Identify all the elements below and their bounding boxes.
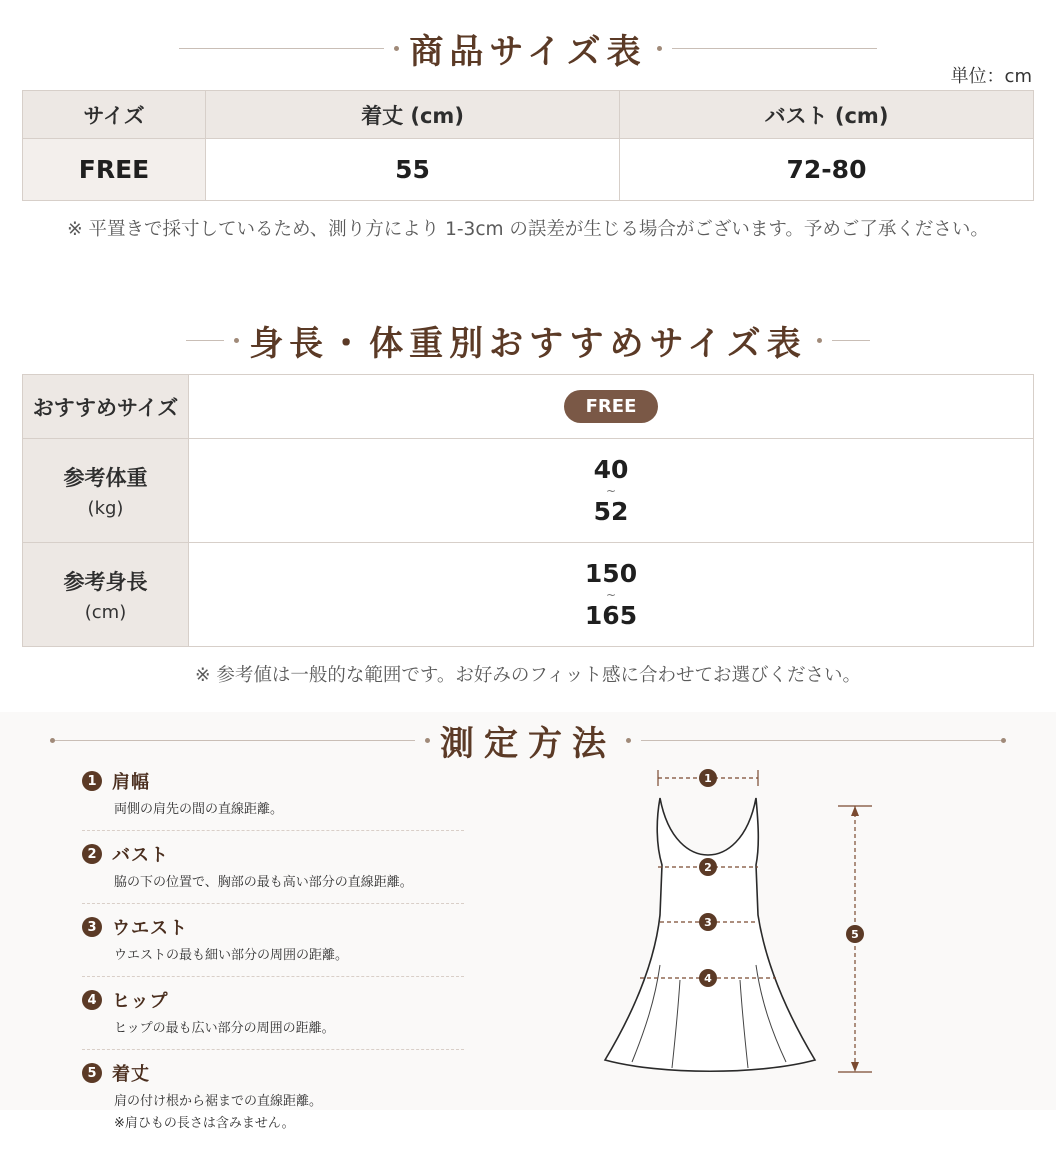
measure-item-head bbox=[82, 987, 464, 1013]
measure-item-title: ウエスト bbox=[112, 918, 188, 939]
measure-item-note: ※肩ひもの長さは含みません。 bbox=[114, 1116, 295, 1131]
size-table-title: 商品サイズ表 bbox=[409, 32, 647, 72]
weight-label: 参考体重 bbox=[63, 466, 148, 490]
heading-line-left bbox=[179, 48, 384, 49]
measure-item-bust bbox=[82, 841, 464, 904]
size-header: サイズ bbox=[23, 91, 206, 139]
measure-item-desc: ヒップの最も広い部分の周囲の距離。 bbox=[114, 1021, 335, 1036]
measure-item-title: バスト bbox=[112, 845, 169, 866]
size-table-header-row bbox=[23, 91, 1034, 139]
size-table-heading bbox=[0, 24, 1056, 73]
marker-3-label: 3 bbox=[704, 916, 712, 929]
measure-item-desc: 脇の下の位置で、胸部の最も高い部分の直線距離。 bbox=[114, 875, 413, 890]
heading-dot-left bbox=[394, 46, 399, 51]
recommend-title: 身長・体重別おすすめサイズ表 bbox=[249, 324, 807, 364]
number-badge: 1 bbox=[82, 771, 102, 791]
size-table bbox=[22, 90, 1034, 201]
marker-5-label: 5 bbox=[851, 928, 859, 941]
unit-note: 単位：cm bbox=[950, 66, 1032, 87]
marker-1-label: 1 bbox=[704, 772, 712, 785]
heading-line-right bbox=[832, 340, 870, 341]
marker-4-label: 4 bbox=[704, 972, 712, 985]
recommend-heading bbox=[0, 316, 1056, 365]
heading-dot-right bbox=[657, 46, 662, 51]
height-label-cell bbox=[23, 543, 189, 647]
height-label: 参考身長 bbox=[63, 570, 148, 594]
measure-item-length bbox=[82, 1060, 464, 1144]
weight-unit: (kg) bbox=[87, 498, 124, 519]
weight-max: 52 bbox=[593, 496, 629, 526]
heading-line-left bbox=[55, 740, 415, 741]
size-value: FREE bbox=[23, 139, 206, 201]
measure-item-desc: 肩の付け根から裾までの直線距離。 bbox=[114, 1094, 323, 1109]
weight-min: 40 bbox=[593, 454, 629, 484]
heading-dot-right bbox=[626, 738, 631, 743]
dress-diagram bbox=[590, 760, 890, 1090]
measure-item-shoulder bbox=[82, 768, 464, 831]
bust-value: 72-80 bbox=[620, 139, 1034, 201]
weight-value-cell bbox=[189, 439, 1034, 543]
measure-item-head bbox=[82, 841, 464, 867]
height-row bbox=[23, 543, 1034, 647]
measure-title: 測定方法 bbox=[440, 724, 616, 764]
measure-list bbox=[82, 768, 464, 1154]
recommend-size-value-cell bbox=[189, 375, 1034, 439]
heading-dot-far-right bbox=[1001, 738, 1006, 743]
measure-item-title: 肩幅 bbox=[112, 772, 150, 793]
size-table-row bbox=[23, 139, 1034, 201]
measure-item-desc: 両側の肩先の間の直線距離。 bbox=[114, 802, 284, 817]
height-unit: (cm) bbox=[84, 602, 127, 623]
weight-label-cell bbox=[23, 439, 189, 543]
measure-item-title: 着丈 bbox=[112, 1064, 150, 1085]
recommend-table bbox=[22, 374, 1034, 647]
measure-item-title: ヒップ bbox=[112, 991, 169, 1012]
heading-dot-left bbox=[425, 738, 430, 743]
measure-heading bbox=[0, 716, 1056, 765]
arrow-down-icon bbox=[851, 1062, 859, 1072]
heading-dot-right bbox=[817, 338, 822, 343]
number-badge: 4 bbox=[82, 990, 102, 1010]
bust-header: バスト (cm) bbox=[620, 91, 1034, 139]
dress-outline bbox=[605, 798, 815, 1071]
height-value-cell bbox=[189, 543, 1034, 647]
measure-item-head bbox=[82, 768, 464, 794]
recommend-size-row bbox=[23, 375, 1034, 439]
length-header: 着丈 (cm) bbox=[206, 91, 620, 139]
arrow-up-icon bbox=[851, 806, 859, 816]
heading-dot-left bbox=[234, 338, 239, 343]
number-badge: 3 bbox=[82, 917, 102, 937]
number-badge: 5 bbox=[82, 1063, 102, 1083]
size-badge: FREE bbox=[564, 390, 659, 423]
recommend-size-label-cell bbox=[23, 375, 189, 439]
marker-2-label: 2 bbox=[704, 861, 712, 874]
size-table-note: ※ 平置きで採寸しているため、測り方により 1-3cm の誤差が生じる場合がございます。予めご了承ください。 bbox=[67, 219, 989, 240]
number-badge: 2 bbox=[82, 844, 102, 864]
height-min: 150 bbox=[584, 558, 638, 588]
weight-tilde: ~ bbox=[605, 483, 617, 498]
heading-line-right bbox=[641, 740, 1001, 741]
length-value: 55 bbox=[206, 139, 620, 201]
heading-line-right bbox=[672, 48, 877, 49]
heading-line-left bbox=[186, 340, 224, 341]
weight-row bbox=[23, 439, 1034, 543]
measure-item-desc: ウエストの最も細い部分の周囲の距離。 bbox=[114, 948, 349, 963]
recommend-note: ※ 参考値は一般的な範囲です。お好みのフィット感に合わせてお選びください。 bbox=[195, 665, 861, 686]
measure-item-head bbox=[82, 914, 464, 940]
measure-item-waist bbox=[82, 914, 464, 977]
height-max: 165 bbox=[584, 600, 638, 630]
measure-item-hip bbox=[82, 987, 464, 1050]
measure-item-head bbox=[82, 1060, 464, 1086]
recommend-size-label: おすすめサイズ bbox=[32, 395, 179, 420]
height-tilde: ~ bbox=[605, 587, 617, 602]
